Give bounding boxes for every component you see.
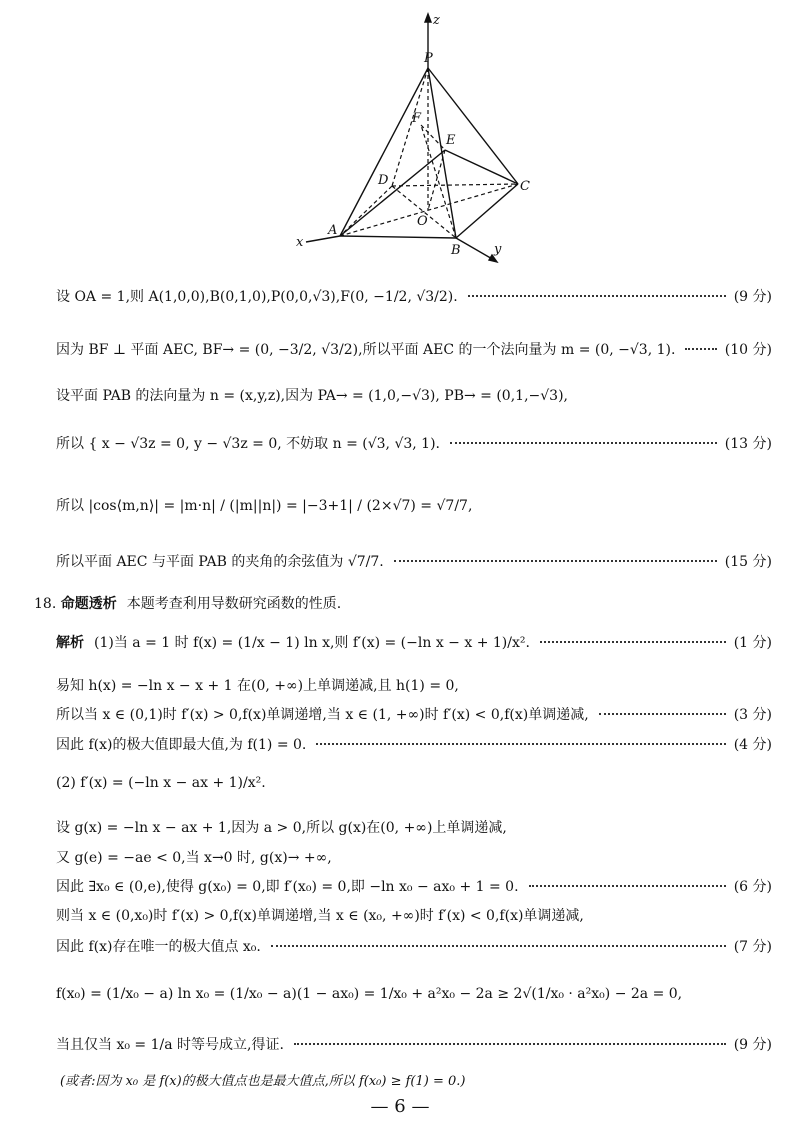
q18-line-3: 所以当 x ∈ (0,1)时 f′(x) > 0,f(x)单调递增,当 x ∈ (1, +∞)时 f′(x) < 0,f(x)单调递减, (3 分) [56,707,772,723]
q17-line-5: 所以 |cos⟨m,n⟩| = |m·n| / (|m||n|) = |−3+1| / (2×√7) = √7/7, [56,498,473,514]
q18-line-12: 当且仅当 x₀ = 1/a 时等号成立,得证. (9 分) [56,1037,772,1053]
q17-line-6: 所以平面 AEC 与平面 PAB 的夹角的余弦值为 √7/7. (15 分) [56,554,772,570]
q18-title [34,594,772,614]
q18-line-11: f(x₀) = (1/x₀ − a) ln x₀ = (1/x₀ − a)(1 − ax₀) = 1/x₀ + a²x₀ − 2a ≥ 2√(1/x₀ · a²x₀) − 2a = 0, [56,986,683,1002]
q18-line-4: 因此 f(x)的极大值即最大值,为 f(1) = 0. (4 分) [56,737,772,753]
edge-PA [340,68,428,236]
diagonal-AC [340,184,518,236]
q18-line-9: 则当 x ∈ (0,x₀)时 f′(x) > 0,f(x)单调递增,当 x ∈ (x₀, +∞)时 f′(x) < 0,f(x)单调递减, [56,908,584,924]
score-label: (7 分) [733,939,772,955]
q18-line-8: 因此 ∃x₀ ∈ (0,e),使得 g(x₀) = 0,即 f′(x₀) = 0,即 −ln x₀ − ax₀ + 1 = 0. (6 分) [56,879,772,895]
segment-EO [428,150,445,210]
q18-line-7: 又 g(e) = −ae < 0,当 x→0 时, g(x)→ +∞, [56,850,332,866]
page-number: — 6 — [370,1096,430,1117]
q18-line-1: 解析 (1)当 a = 1 时 f(x) = (1/x − 1) ln x,则 f′(x) = (−ln x − x + 1)/x². (1 分) [56,635,772,651]
z-axis-arrow [425,14,431,22]
edge-AB [340,236,456,238]
q17-line-1: 设 OA = 1,则 A(1,0,0),B(0,1,0),P(0,0,√3),F(0, −1/2, √3/2). (9 分) [56,289,772,305]
label-x: x [296,235,304,250]
y-axis [456,238,494,260]
label-z: z [433,13,440,28]
score-label: (1 分) [733,635,772,651]
label-P: P [424,51,433,66]
label-E: E [446,133,456,148]
q17-line-4: 所以 { x − √3z = 0, y − √3z = 0, 不妨取 n = (√3, √3, 1). (13 分) [56,436,772,452]
score-label: (13 分) [724,436,772,452]
edge-AE [340,150,445,236]
q18-note: (或者:因为 x₀ 是 f(x)的极大值点也是最大值点,所以 f(x₀) ≥ f(1) = 0.) [60,1074,466,1089]
edge-PC [428,68,518,184]
label-O: O [417,214,428,229]
edge-BC [456,184,518,238]
q18-analysis-label: 命题透析 [60,596,117,612]
score-label: (6 分) [733,879,772,895]
edge-AD [340,186,392,236]
score-label: (10 分) [724,342,772,358]
q18-line-10: 因此 f(x)存在唯一的极大值点 x₀. (7 分) [56,939,772,955]
score-label: (4 分) [733,737,772,753]
label-C: C [520,179,530,194]
q18-analysis-text: 本题考查利用导数研究函数的性质. [126,596,342,612]
q17-line-2: 因为 BF ⊥ 平面 AEC, BF→ = (0, −3/2, √3/2),所以平面 AEC 的一个法向量为 m = (0, −√3, 1). (10 分) [56,342,772,358]
q18-line-6: 设 g(x) = −ln x − ax + 1,因为 a > 0,所以 g(x)在(0, +∞)上单调递减, [56,820,507,836]
score-label: (15 分) [724,554,772,570]
pyramid-figure [290,10,530,265]
q18-number: 18. [34,596,57,612]
q18-line-2: 易知 h(x) = −ln x − x + 1 在(0, +∞)上单调递减,且 h(1) = 0, [56,678,459,694]
label-A: A [328,223,338,238]
q18-line-5: (2) f′(x) = (−ln x − ax + 1)/x². [56,775,266,791]
score-label: (9 分) [733,289,772,305]
solution-label: 解析 [56,635,84,651]
label-F: F [412,111,422,126]
edge-DC [392,184,518,186]
q17-line-3: 设平面 PAB 的法向量为 n = (x,y,z),因为 PA→ = (1,0,−√3), PB→ = (0,1,−√3), [56,388,568,404]
score-label: (3 分) [733,707,772,723]
label-D: D [378,173,389,188]
edge-EC [445,150,518,184]
score-label: (9 分) [733,1037,772,1053]
label-y: y [494,242,502,257]
label-B: B [451,243,461,258]
